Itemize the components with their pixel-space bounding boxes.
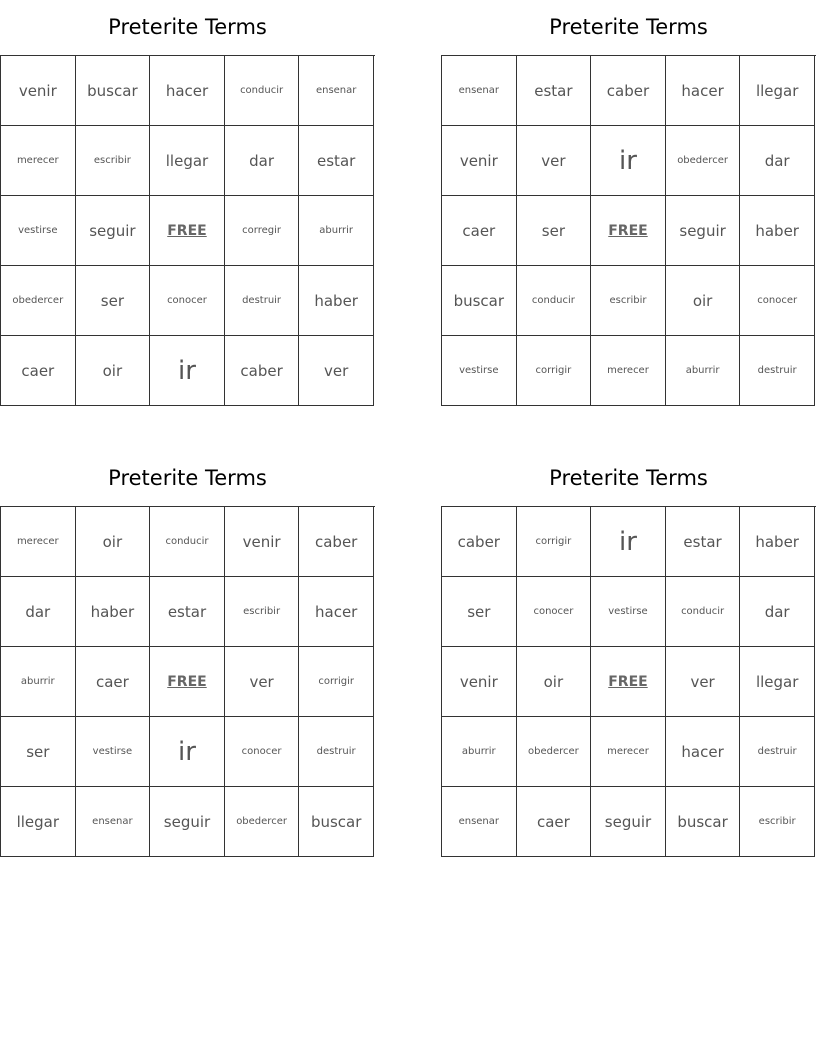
bingo-cell-label: FREE bbox=[167, 222, 207, 239]
bingo-cell-label: haber bbox=[755, 532, 799, 551]
bingo-cell-label: merecer bbox=[607, 746, 649, 757]
bingo-cell-label: estar bbox=[534, 81, 573, 100]
bingo-cell-label: estar bbox=[683, 532, 722, 551]
bingo-cell-label: escribir bbox=[243, 606, 281, 617]
bingo-cell bbox=[1, 577, 76, 647]
bingo-cell bbox=[299, 126, 374, 196]
bingo-cell bbox=[150, 126, 225, 196]
bingo-cell bbox=[442, 196, 517, 266]
bingo-cell-label: obedercer bbox=[528, 746, 579, 757]
bingo-cell-label: dar bbox=[249, 151, 275, 170]
bingo-cell bbox=[442, 787, 517, 857]
bingo-cell-label: ir bbox=[619, 145, 637, 176]
bingo-cell-label: seguir bbox=[89, 221, 136, 240]
bingo-cell-label: merecer bbox=[16, 536, 59, 547]
bingo-cell-label: conducir bbox=[240, 85, 284, 96]
bingo-card-2 bbox=[441, 0, 816, 406]
bingo-cell-label: buscar bbox=[453, 291, 505, 310]
bingo-cell bbox=[299, 717, 374, 787]
bingo-cell bbox=[517, 787, 592, 857]
bingo-cell-label: conocer bbox=[757, 295, 798, 306]
bingo-cell-label: obedercer bbox=[677, 155, 728, 166]
bingo-cell-label: buscar bbox=[310, 812, 362, 831]
bingo-cell bbox=[740, 577, 815, 647]
bingo-cell-label: escribir bbox=[93, 155, 131, 166]
bingo-cell bbox=[76, 717, 151, 787]
bingo-cell-label: ser bbox=[100, 291, 124, 310]
bingo-cell-label: seguir bbox=[163, 812, 211, 831]
bingo-cell-label: llegar bbox=[165, 151, 209, 170]
bingo-cell-label: ver bbox=[249, 672, 274, 691]
bingo-cell-label: conocer bbox=[167, 295, 207, 306]
bingo-cell-label: venir bbox=[459, 151, 498, 170]
bingo-cell-label: vestirse bbox=[18, 225, 58, 236]
bingo-cell-label: ensenar bbox=[315, 85, 357, 96]
bingo-cell bbox=[740, 647, 815, 717]
free-space-cell bbox=[150, 647, 225, 717]
bingo-cell bbox=[666, 56, 741, 126]
bingo-cell-label: ir bbox=[178, 736, 196, 767]
bingo-cell-label: escribir bbox=[609, 295, 647, 306]
bingo-cell-label: merecer bbox=[16, 155, 59, 166]
bingo-cell bbox=[442, 717, 517, 787]
bingo-cell-label: dar bbox=[764, 151, 790, 170]
bingo-cell bbox=[150, 577, 225, 647]
bingo-cell bbox=[740, 507, 815, 577]
bingo-cell-label: ver bbox=[324, 361, 349, 380]
bingo-cell bbox=[76, 266, 151, 336]
bingo-cell-label: caber bbox=[457, 532, 500, 551]
bingo-cell bbox=[1, 507, 76, 577]
bingo-cell bbox=[225, 196, 300, 266]
bingo-cell-label: ser bbox=[26, 742, 50, 761]
bingo-cell bbox=[1, 56, 76, 126]
bingo-cell bbox=[517, 126, 592, 196]
bingo-cell-label: destruir bbox=[242, 295, 282, 306]
bingo-cell-label: hacer bbox=[681, 742, 724, 761]
bingo-cell-label: conocer bbox=[241, 746, 282, 757]
bingo-cell bbox=[666, 196, 741, 266]
bingo-cell-label: ensenar bbox=[458, 85, 500, 96]
bingo-cell bbox=[740, 196, 815, 266]
bingo-cell bbox=[299, 196, 374, 266]
bingo-cell-label: buscar bbox=[677, 812, 728, 831]
bingo-cell bbox=[740, 336, 815, 406]
bingo-cell bbox=[76, 126, 151, 196]
bingo-cell-label: destruir bbox=[757, 746, 797, 757]
bingo-cell-label: corrigir bbox=[535, 365, 572, 376]
bingo-cell bbox=[442, 507, 517, 577]
bingo-cell bbox=[591, 266, 666, 336]
bingo-cell-label: haber bbox=[314, 291, 358, 310]
bingo-cell bbox=[299, 336, 374, 406]
bingo-grid bbox=[441, 506, 816, 857]
bingo-cell-label: ver bbox=[690, 672, 715, 691]
bingo-cell-label: estar bbox=[317, 151, 356, 170]
bingo-card-4 bbox=[441, 451, 816, 857]
bingo-cell bbox=[76, 336, 151, 406]
bingo-cell bbox=[299, 647, 374, 717]
bingo-cell bbox=[666, 266, 741, 336]
bingo-cell-label: oir bbox=[102, 361, 123, 380]
bingo-cell-label: hacer bbox=[681, 81, 724, 100]
bingo-cell bbox=[591, 336, 666, 406]
bingo-cell bbox=[299, 787, 374, 857]
bingo-cell-label: aburrir bbox=[319, 225, 354, 236]
bingo-cell bbox=[666, 336, 741, 406]
bingo-cell bbox=[150, 336, 225, 406]
bingo-cell bbox=[517, 717, 592, 787]
bingo-cell bbox=[591, 787, 666, 857]
bingo-cell bbox=[442, 647, 517, 717]
bingo-cell bbox=[150, 717, 225, 787]
bingo-cell bbox=[76, 787, 151, 857]
bingo-cell bbox=[442, 336, 517, 406]
bingo-cell bbox=[225, 56, 300, 126]
bingo-cell-label: llegar bbox=[755, 81, 799, 100]
bingo-cell bbox=[1, 196, 76, 266]
bingo-cell bbox=[591, 717, 666, 787]
card-title: Preterite Terms bbox=[108, 466, 267, 490]
bingo-cell bbox=[517, 577, 592, 647]
bingo-cell-label: conducir bbox=[681, 606, 725, 617]
bingo-cell bbox=[225, 266, 300, 336]
bingo-cell bbox=[1, 647, 76, 717]
bingo-cell-label: seguir bbox=[679, 221, 726, 240]
bingo-cell-label: vestirse bbox=[459, 365, 499, 376]
bingo-cell-label: aburrir bbox=[461, 746, 496, 757]
bingo-card-3 bbox=[0, 451, 375, 857]
bingo-cell-label: caber bbox=[314, 532, 358, 551]
bingo-cell-label: dar bbox=[764, 602, 790, 621]
bingo-cell bbox=[150, 507, 225, 577]
card-title: Preterite Terms bbox=[549, 466, 708, 490]
bingo-cell bbox=[299, 507, 374, 577]
bingo-cell bbox=[225, 577, 300, 647]
bingo-cell-label: caber bbox=[606, 81, 650, 100]
bingo-cell bbox=[299, 56, 374, 126]
bingo-cell-label: aburrir bbox=[20, 676, 55, 687]
bingo-cell-label: haber bbox=[755, 221, 799, 240]
bingo-cell-label: oir bbox=[543, 672, 564, 691]
bingo-grid bbox=[0, 55, 375, 406]
bingo-cell-label: oir bbox=[692, 291, 713, 310]
bingo-cell-label: corrigir bbox=[318, 676, 355, 687]
card-title: Preterite Terms bbox=[108, 15, 267, 39]
bingo-cell bbox=[76, 56, 151, 126]
card-title: Preterite Terms bbox=[549, 15, 708, 39]
bingo-cell-label: corregir bbox=[242, 225, 281, 236]
bingo-cell-label: escribir bbox=[758, 816, 796, 827]
bingo-cell bbox=[517, 647, 592, 717]
bingo-cell-label: estar bbox=[167, 602, 207, 621]
bingo-cell-label: seguir bbox=[604, 812, 652, 831]
bingo-cell bbox=[442, 126, 517, 196]
bingo-cell-label: obedercer bbox=[12, 295, 64, 306]
bingo-cell-label: caer bbox=[462, 221, 496, 240]
bingo-cell bbox=[666, 126, 741, 196]
bingo-cell bbox=[740, 266, 815, 336]
bingo-cell bbox=[150, 787, 225, 857]
bingo-cell-label: venir bbox=[459, 672, 498, 691]
bingo-cell bbox=[442, 577, 517, 647]
bingo-cell bbox=[666, 577, 741, 647]
bingo-cell-label: FREE bbox=[608, 222, 648, 239]
bingo-cell bbox=[517, 336, 592, 406]
bingo-cell bbox=[225, 647, 300, 717]
bingo-cell bbox=[591, 577, 666, 647]
bingo-cell bbox=[740, 56, 815, 126]
bingo-cell bbox=[1, 266, 76, 336]
bingo-cell bbox=[442, 56, 517, 126]
bingo-cell bbox=[1, 787, 76, 857]
bingo-cell-label: dar bbox=[25, 602, 51, 621]
bingo-cell-label: caer bbox=[95, 672, 129, 691]
bingo-cell-label: ensenar bbox=[92, 816, 133, 827]
bingo-cell-label: llegar bbox=[755, 672, 799, 691]
bingo-cell bbox=[591, 56, 666, 126]
bingo-grid bbox=[441, 55, 816, 406]
bingo-cell bbox=[299, 266, 374, 336]
bingo-cell bbox=[517, 196, 592, 266]
bingo-cell bbox=[76, 196, 151, 266]
bingo-cell bbox=[225, 507, 300, 577]
bingo-cell bbox=[666, 647, 741, 717]
bingo-cell-label: buscar bbox=[87, 81, 138, 100]
bingo-cell bbox=[591, 507, 666, 577]
bingo-cell bbox=[1, 717, 76, 787]
bingo-cell-label: conocer bbox=[533, 606, 574, 617]
bingo-cell bbox=[740, 717, 815, 787]
free-space-cell bbox=[591, 647, 666, 717]
bingo-cell-label: aburrir bbox=[685, 365, 720, 376]
bingo-cell bbox=[517, 266, 592, 336]
bingo-cell-label: oir bbox=[102, 532, 123, 551]
bingo-cell-label: ir bbox=[619, 526, 637, 557]
bingo-cell-label: FREE bbox=[167, 673, 207, 690]
bingo-cell bbox=[225, 126, 300, 196]
bingo-cell-label: vestirse bbox=[92, 746, 133, 757]
bingo-cell bbox=[76, 577, 151, 647]
free-space-cell bbox=[591, 196, 666, 266]
bingo-cell-label: hacer bbox=[315, 602, 358, 621]
bingo-cell bbox=[517, 56, 592, 126]
bingo-cell-label: destruir bbox=[757, 365, 797, 376]
bingo-card-1 bbox=[0, 0, 375, 406]
bingo-cell-label: obedercer bbox=[236, 816, 287, 827]
bingo-cell bbox=[225, 336, 300, 406]
bingo-cell bbox=[76, 507, 151, 577]
bingo-cell-label: ser bbox=[541, 221, 565, 240]
bingo-cell bbox=[299, 577, 374, 647]
free-space-cell bbox=[150, 196, 225, 266]
bingo-cell-label: ensenar bbox=[458, 816, 500, 827]
bingo-cell bbox=[150, 56, 225, 126]
bingo-cell-label: hacer bbox=[165, 81, 209, 100]
bingo-cell bbox=[225, 717, 300, 787]
bingo-cell-label: llegar bbox=[16, 812, 60, 831]
bingo-cell bbox=[150, 266, 225, 336]
bingo-cell bbox=[517, 507, 592, 577]
bingo-cell bbox=[1, 336, 76, 406]
bingo-cell-label: ver bbox=[541, 151, 566, 170]
bingo-cell-label: conducir bbox=[531, 295, 575, 306]
bingo-cell-label: merecer bbox=[607, 365, 649, 376]
bingo-cell-label: ser bbox=[467, 602, 491, 621]
bingo-cell-label: FREE bbox=[608, 673, 648, 690]
bingo-cell bbox=[76, 647, 151, 717]
bingo-cell-label: haber bbox=[90, 602, 135, 621]
bingo-cell-label: venir bbox=[242, 532, 281, 551]
bingo-cell bbox=[666, 507, 741, 577]
bingo-cell-label: destruir bbox=[316, 746, 356, 757]
bingo-cell-label: venir bbox=[18, 81, 57, 100]
bingo-cell-label: caber bbox=[240, 361, 283, 380]
bingo-cell bbox=[225, 787, 300, 857]
bingo-grid bbox=[0, 506, 375, 857]
bingo-cell bbox=[666, 787, 741, 857]
bingo-cell-label: corrigir bbox=[535, 536, 572, 547]
bingo-cell-label: caer bbox=[536, 812, 570, 831]
bingo-cell-label: vestirse bbox=[608, 606, 648, 617]
bingo-cell bbox=[740, 787, 815, 857]
bingo-cell bbox=[1, 126, 76, 196]
bingo-cell-label: caer bbox=[21, 361, 55, 380]
bingo-cell-label: ir bbox=[178, 355, 196, 386]
bingo-cell bbox=[740, 126, 815, 196]
bingo-cell bbox=[666, 717, 741, 787]
bingo-cell bbox=[591, 126, 666, 196]
bingo-cell bbox=[442, 266, 517, 336]
bingo-cell-label: conducir bbox=[165, 536, 209, 547]
